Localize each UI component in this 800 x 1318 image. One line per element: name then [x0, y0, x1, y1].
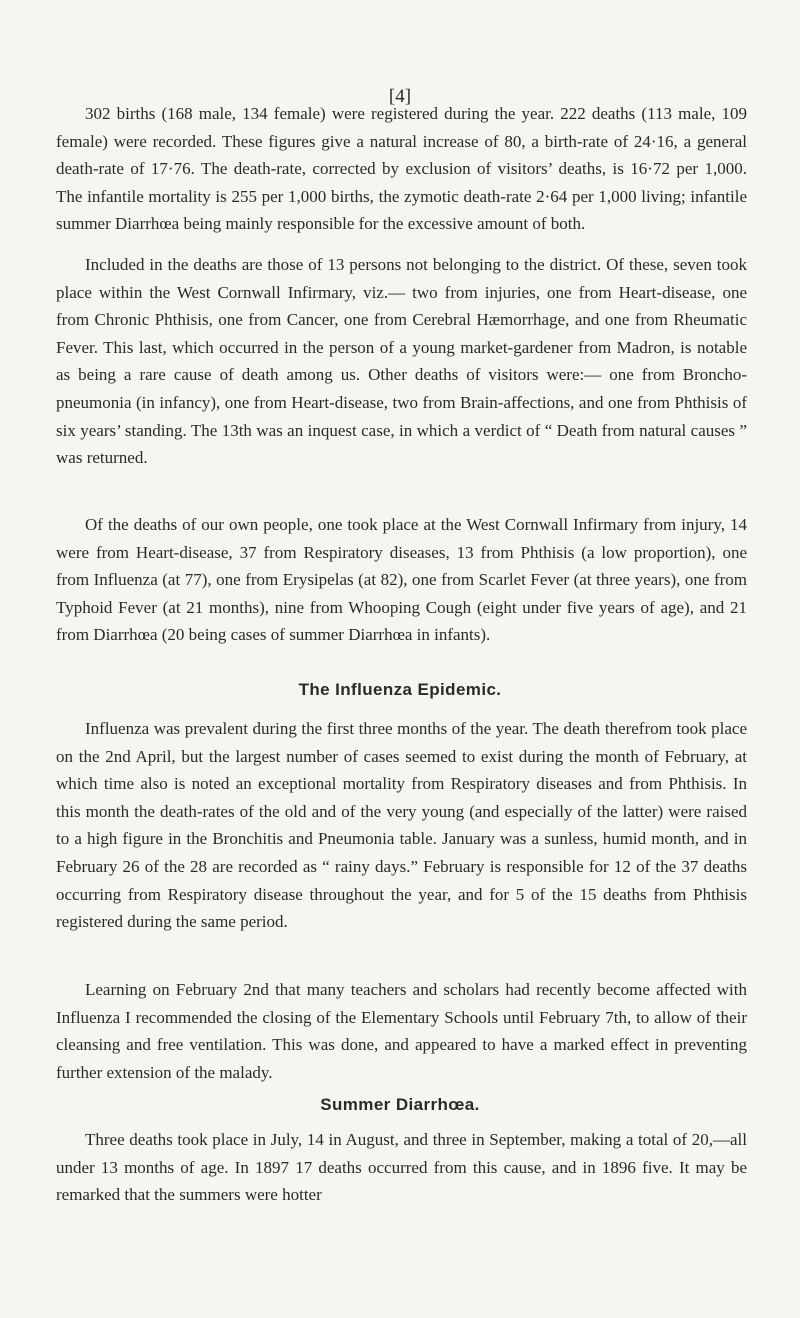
page-number: [4]: [388, 86, 412, 107]
paragraph-visitor-deaths: Included in the deaths are those of 13 persons not belonging to the district. Of these, seven took place within the West Cornwall Infirmary, viz.— two from injuries, one from Heart-disease, one from Chronic Phthisis, one from Cancer, one from Cerebral Hæmorrhage, and one from Rheumatic Fever. This last, which occurred in the person of a young market-gardener from Madron, is notable as being a rare cause of death among us. Other deaths of visitors were:— one from Broncho-pneumonia (in infancy), one from Heart-disease, two from Brain-affections, and one from Phthisis of six years’ standing. The 13th was an inquest case, in which a verdict of “ Death from natural causes ” was returned.: [56, 255, 747, 468]
heading-summer-diarrhoea: Summer Diarrhœa.: [320, 1095, 480, 1114]
paragraph-vital-statistics: 302 births (168 male, 134 female) were registered during the year. 222 deaths (113 male, 109 female) were recorded. These figures give a natural increase of 80, a birth-rate of 24·16, a general death-rate of 17·76. The death-rate, corrected by exclusion of visitors’ deaths, is 16·72 per 1,000. The infantile mortality is 255 per 1,000 births, the zymotic death-rate 2·64 per 1,000 living; infantile summer Diarrhœa being mainly responsible for the excessive amount of both.: [56, 104, 747, 234]
heading-influenza-epidemic: The Influenza Epidemic.: [298, 680, 502, 699]
paragraph-diarrhoea-deaths: Three deaths took place in July, 14 in August, and three in September, making a total of 20,—all under 13 months of age. In 1897 17 deaths occurred from this cause, and in 1896 five. It may be remarked that the summers were hotter: [56, 1130, 747, 1205]
paragraph-influenza: Influenza was prevalent during the first three months of the year. The death therefrom took place on the 2nd April, but the largest number of cases seemed to exist during the month of February, at which time also is noted an exceptional mortality from Respiratory diseases and from Phthisis. In this month the death-rates of the old and of the very young (and especially of the latter) were raised to a high figure in the Bronchitis and Pneumonia table. January was a sunless, humid month, and in February 26 of the 28 are recorded as “ rainy days.” February is responsible for 12 of the 37 deaths occurring from Respiratory disease throughout the year, and for 5 of the 15 deaths from Phthisis registered during the same period.: [56, 719, 747, 932]
paragraph-local-deaths: Of the deaths of our own people, one took place at the West Cornwall Infirmary from injury, 14 were from Heart-disease, 37 from Respiratory diseases, 13 from Phthisis (a low proportion), one from Influenza (at 77), one from Erysipelas (at 82), one from Scarlet Fever (at three years), one from Typhoid Fever (at 21 months), nine from Whooping Cough (eight under five years of age), and 21 from Diarrhœa (20 being cases of summer Diarrhœa in infants).: [56, 515, 747, 645]
paragraph-school-closing: Learning on February 2nd that many teachers and scholars had recently become affected with Influenza I recommended the closing of the Elementary Schools until February 7th, to allow of their cleansing and free ventilation. This was done, and appeared to have a marked effect in preventing further extension of the malady.: [56, 980, 747, 1082]
